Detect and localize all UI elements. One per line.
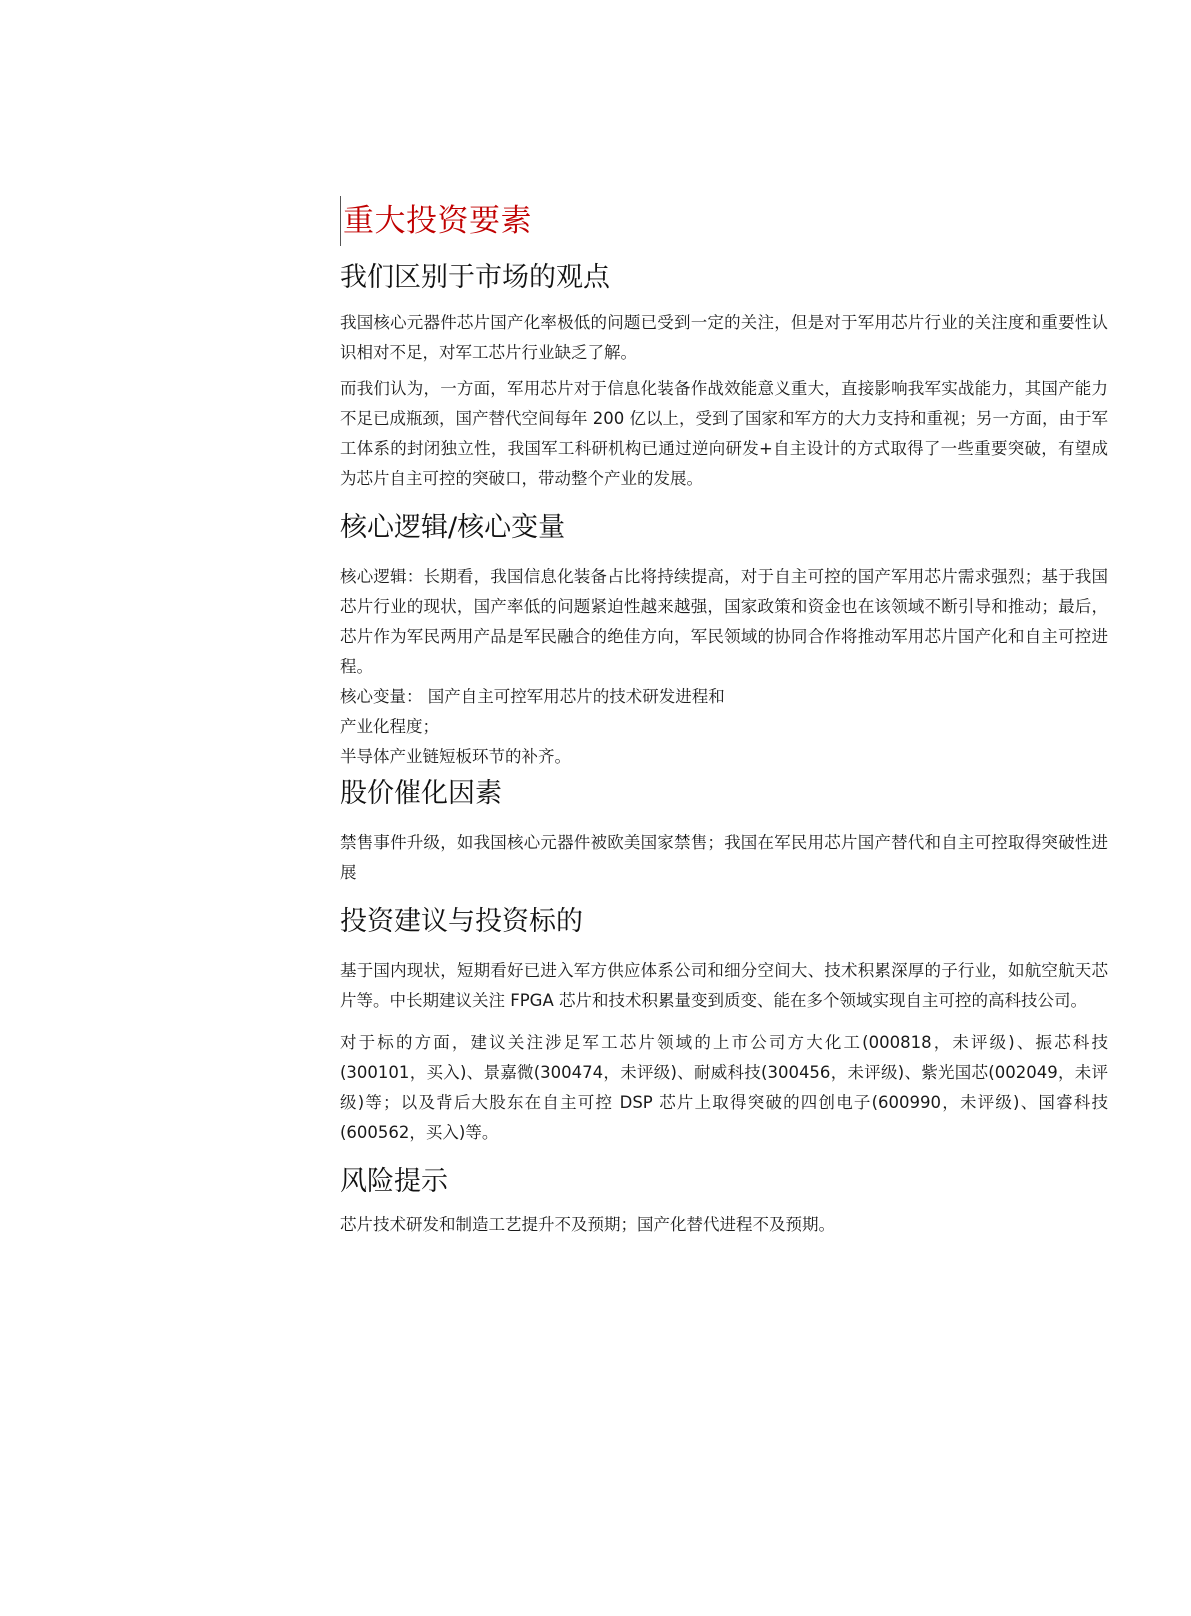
paragraph: 核心逻辑：长期看，我国信息化装备占比将持续提高，对于自主可控的国产军用芯片需求强烈；基于我国芯片行业的现状，国产率低的问题紧迫性越来越强，国家政策和资金也在该领域不断引导和推动；最后，芯片作为军民两用产品是军民融合的绝佳方向，军民领域的协同合作将推动军用芯片国产化和自主可控进程。 <box>340 567 1108 676</box>
section-heading: 核心逻辑/核心变量 <box>340 512 566 543</box>
section-risk <box>340 1162 1108 1240</box>
paragraph: 基于国内现状，短期看好已进入军方供应体系公司和细分空间大、技术积累深厚的子行业，如航空航天芯片等。中长期建议关注 FPGA 芯片和技术积累量变到质变、能在多个领域实现自主可控的高科技公司。 <box>340 961 1108 1010</box>
paragraph: 芯片技术研发和制造工艺提升不及预期；国产化替代进程不及预期。 <box>340 1215 835 1234</box>
paragraph: 禁售事件升级，如我国核心元器件被欧美国家禁售；我国在军民用芯片国产替代和自主可控取得突破性进展 <box>340 833 1108 882</box>
paragraph: 对于标的方面，建议关注涉足军工芯片领域的上市公司方大化工(000818，未评级)、振芯科技(300101，买入)、景嘉微(300474，未评级)、耐威科技(300456，未评级)、紫光国芯(002049，未评级)等；以及背后大股东在自主可控 DSP 芯片上取得突破的四创电子(600990，未评级)、国睿科技(600562，买入)等。 <box>340 1033 1108 1142</box>
report-content <box>340 196 1108 1240</box>
section-market-view <box>340 258 1108 494</box>
section-heading: 股价催化因素 <box>340 778 502 809</box>
section-core-logic <box>340 508 1108 772</box>
paragraph: 而我们认为，一方面，军用芯片对于信息化装备作战效能意义重大，直接影响我军实战能力，其国产能力不足已成瓶颈，国产替代空间每年 200 亿以上，受到了国家和军方的大力支持和重视；另一方面，由于军工体系的封闭独立性，我国军工科研机构已通过逆向研发+自主设计的方式取得了一些重要突破，有望成为芯片自主可控的突破口，带动整个产业的发展。 <box>340 379 1108 488</box>
section-heading: 我们区别于市场的观点 <box>340 262 610 293</box>
section-heading: 风险提示 <box>340 1166 448 1197</box>
paragraph: 核心变量： 国产自主可控军用芯片的技术研发进程和 <box>340 687 725 706</box>
section-investment-advice <box>340 902 1108 1148</box>
paragraph: 半导体产业链短板环节的补齐。 <box>340 747 571 766</box>
section-catalysts <box>340 774 1108 888</box>
main-title: 重大投资要素 <box>340 196 1108 246</box>
paragraph: 产业化程度； <box>340 717 439 736</box>
paragraph: 我国核心元器件芯片国产化率极低的问题已受到一定的关注，但是对于军用芯片行业的关注度和重要性认识相对不足，对军工芯片行业缺乏了解。 <box>340 313 1108 362</box>
section-heading: 投资建议与投资标的 <box>340 906 583 937</box>
